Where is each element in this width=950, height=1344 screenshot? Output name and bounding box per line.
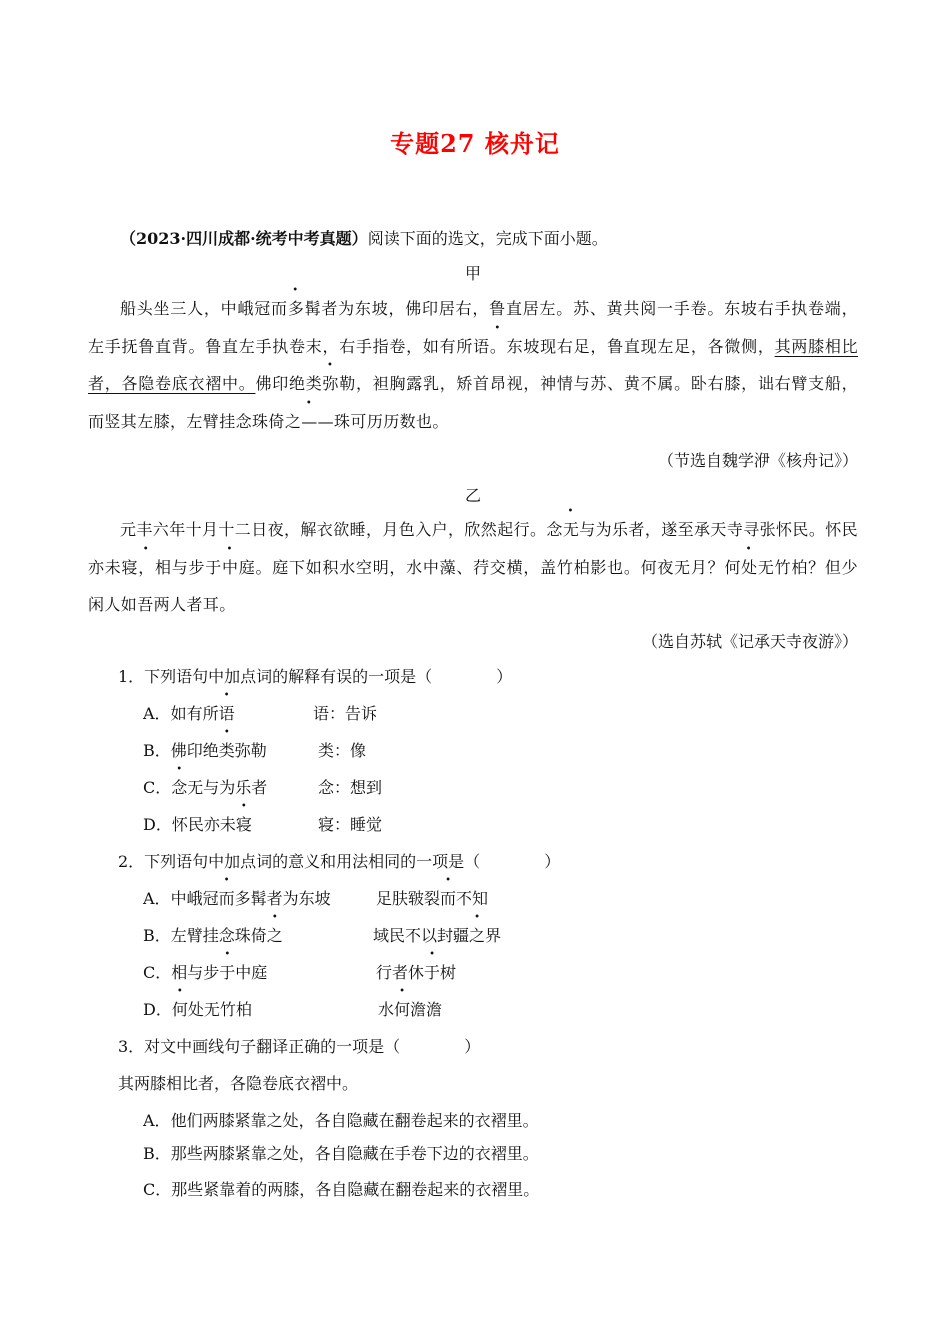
q2-option-d-compare: 水何澹澹 bbox=[378, 1000, 443, 1019]
passage-b-source: （选自苏轼《记承天寺夜游》） bbox=[641, 632, 858, 651]
q3-option-b: B．那些两膝紧靠之处，各自隐藏在手卷下边的衣褶里。 bbox=[143, 1144, 539, 1163]
q1-option-b-explanation: 类：像 bbox=[318, 741, 367, 760]
dotted-word: 何 bbox=[724, 557, 742, 577]
q1-option-a-explanation: 语：告诉 bbox=[313, 704, 378, 723]
underlined-sentence: 其两膝相比者，各隐卷底衣褶中。 bbox=[88, 336, 858, 393]
dotted-word: 于 bbox=[205, 557, 222, 577]
q2-option-b-compare: 域民不以封疆之界 bbox=[373, 926, 502, 945]
question-intro bbox=[120, 226, 860, 249]
dotted-word: 之 bbox=[284, 411, 302, 431]
q1-option-a: A．如有所语 bbox=[143, 704, 235, 723]
dotted-word: 寝 bbox=[121, 557, 139, 577]
q3-option-c: C．那些紧靠着的两膝，各自隐藏在翻卷起来的衣褶里。 bbox=[143, 1180, 540, 1199]
dotted-word: 类 bbox=[305, 374, 323, 393]
passage-b-label: 乙 bbox=[464, 486, 481, 505]
q3-sentence: 其两膝相比者，各隐卷底衣褶中。 bbox=[118, 1074, 359, 1093]
dotted-word: 念 bbox=[546, 520, 563, 539]
passage-a-source: （节选自魏学洢《核舟记》） bbox=[657, 451, 858, 470]
q1-option-d: D．怀民亦未寝 bbox=[143, 815, 252, 834]
instruction-text: 阅读下面的选文，完成下面小题。 bbox=[367, 229, 608, 248]
question-1-stem: 1．下列语句中加点词的解释有误的一项是（ ） bbox=[118, 667, 513, 686]
page-title: 专题27 核舟记 bbox=[390, 129, 560, 158]
q1-option-c-explanation: 念：想到 bbox=[318, 778, 383, 797]
passage-b-text: 元丰六年十月十二日夜，解衣欲睡，月色入户，欣然起行。念无与为乐者，遂至承天寺寻张怀民。怀民亦未寝，相与步于中庭。庭下如积水空明，水中藻、荇交横，盖竹柏影也。何夜无月？何处无竹柏？但少闲人如吾两人者耳。 bbox=[88, 520, 859, 614]
q3-option-a: A．他们两膝紧靠之处，各自隐藏在翻卷起来的衣褶里。 bbox=[143, 1111, 539, 1130]
dotted-word: 语 bbox=[473, 336, 490, 356]
q1-option-b: B．佛印绝类弥勒 bbox=[143, 741, 267, 760]
q1-option-d-explanation: 寝：睡觉 bbox=[318, 815, 383, 834]
exam-source: （2023·四川成都·统考中考真题） bbox=[120, 229, 368, 248]
q1-option-c: C．念无与为乐者 bbox=[143, 778, 268, 797]
passage-a-label: 甲 bbox=[464, 264, 481, 283]
q2-option-a-compare: 足肤皲裂而不知 bbox=[376, 889, 489, 908]
q2-option-a: A．中峨冠而多髯者为东坡 bbox=[143, 889, 331, 908]
question-2-stem: 2．下列语句中加点词的意义和用法相同的一项是（ ） bbox=[118, 852, 561, 871]
question-3-stem: 3．对文中画线句子翻译正确的一项是（ ） bbox=[118, 1037, 481, 1056]
q2-option-b: B．左臂挂念珠倚之 bbox=[143, 926, 283, 945]
dotted-word: 而 bbox=[271, 299, 288, 318]
q2-option-c: C．相与步于中庭 bbox=[143, 963, 268, 982]
q2-option-d: D．何处无竹柏 bbox=[143, 1000, 252, 1019]
passage-a-text: 船头坐三人，中峨冠而多髯者为东坡，佛印居右，鲁直居左。苏、黄共阅一手卷。东坡右手执卷端，左手抚鲁直背。鲁直左手执卷末，右手指卷，如有所语。东坡现右足，鲁直现左足，各微侧，其两膝相比者，各隐卷底衣褶中。佛印绝类弥勒，袒胸露乳，矫首昂视，神情与苏、黄不属。卧右膝，诎右臂支船，而竖其左膝，左臂挂念珠倚之——珠可历历数也。 bbox=[88, 299, 858, 431]
q2-option-c-compare: 行者休于树 bbox=[376, 963, 457, 982]
